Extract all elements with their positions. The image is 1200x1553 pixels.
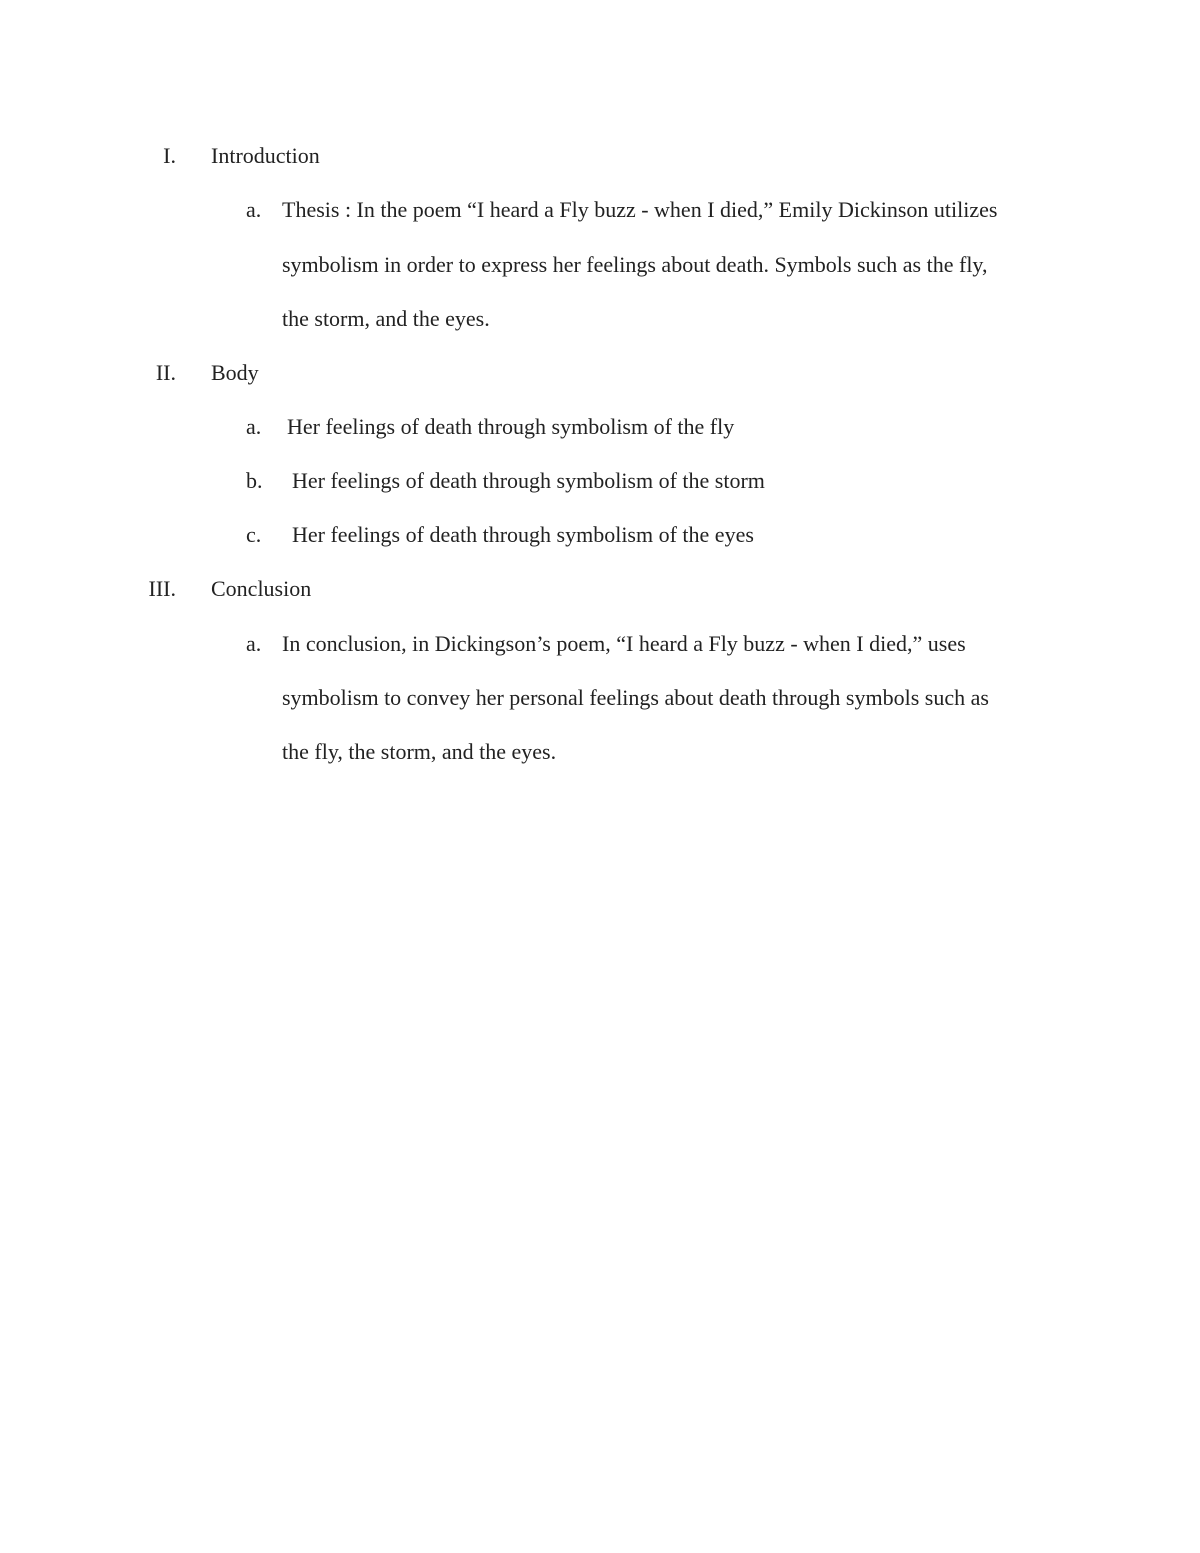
section-heading-conclusion: Conclusion [211,576,312,601]
thesis-line-3: the storm, and the eyes. [282,306,490,331]
conclusion-line-2: symbolism to convey her personal feelings about death through symbols such as [282,685,989,710]
item-letter: a. [246,197,262,222]
section-numeral-conclusion: III. [148,576,176,601]
thesis-line-2: symbolism in order to express her feelings about death. Symbols such as the fly, [282,252,988,277]
body-item-storm: Her feelings of death through symbolism of the storm [292,468,765,493]
conclusion-line-3: the fly, the storm, and the eyes. [282,739,557,764]
section-heading-introduction: Introduction [211,143,320,168]
section-heading-body: Body [211,360,259,385]
section-numeral-introduction: I. [163,143,176,168]
item-letter: a. [246,631,262,656]
body-item-fly: Her feelings of death through symbolism of the fly [287,414,735,439]
thesis-line-1: Thesis : In the poem “I heard a Fly buzz - when I died,” Emily Dickinson utilizes [282,197,998,222]
conclusion-line-1: In conclusion, in Dickingson’s poem, “I heard a Fly buzz - when I died,” uses [282,631,966,656]
item-letter: b. [246,468,263,493]
item-letter: c. [246,522,262,547]
item-letter: a. [246,414,262,439]
section-numeral-body: II. [155,360,176,385]
body-item-eyes: Her feelings of death through symbolism of the eyes [292,522,754,547]
